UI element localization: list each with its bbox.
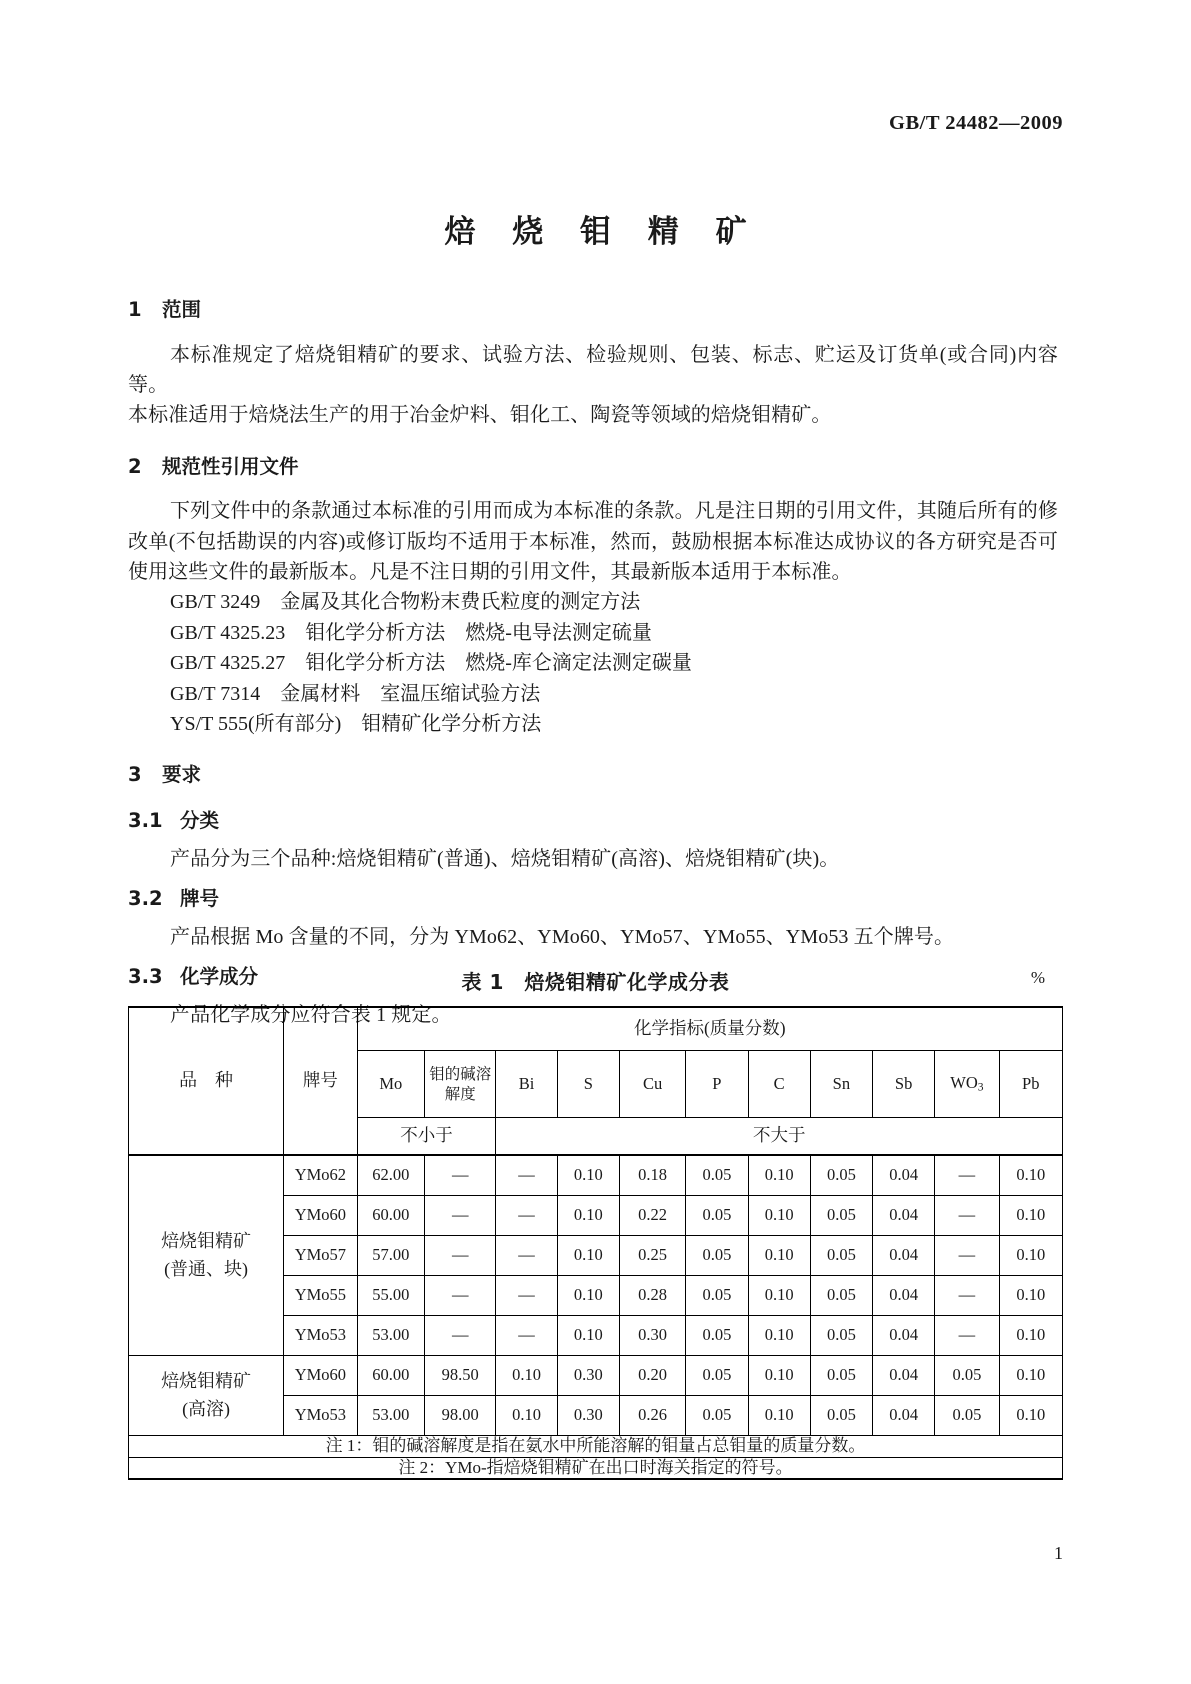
- value-cell: —: [424, 1196, 495, 1236]
- normative-reference-3: GB/T 4325.27 钼化学分析方法 燃烧-库仑滴定法测定碳量: [170, 652, 692, 675]
- value-cell: 0.10: [557, 1276, 619, 1316]
- value-cell: 0.05: [810, 1356, 872, 1396]
- value-cell: 0.20: [619, 1356, 685, 1396]
- grade-cell: YMo53: [284, 1396, 357, 1436]
- value-cell: 0.18: [619, 1155, 685, 1196]
- value-cell: 0.05: [935, 1356, 999, 1396]
- value-cell: 55.00: [357, 1276, 424, 1316]
- standard-code-header: GB/T 24482—2009: [889, 112, 1063, 134]
- clause-3-2-title: 牌号: [180, 886, 220, 910]
- value-cell: 0.26: [619, 1396, 685, 1436]
- value-cell: 0.10: [748, 1276, 810, 1316]
- normative-reference-4: GB/T 7314 金属材料 室温压缩试验方法: [170, 682, 541, 705]
- value-cell: —: [496, 1196, 557, 1236]
- value-cell: 62.00: [357, 1155, 424, 1196]
- value-cell: 0.05: [810, 1155, 872, 1196]
- value-cell: 53.00: [357, 1316, 424, 1356]
- value-cell: 0.04: [873, 1276, 935, 1316]
- value-cell: —: [935, 1236, 999, 1276]
- table-note-row: [129, 1457, 1063, 1479]
- normative-reference-2: GB/T 4325.23 钼化学分析方法 燃烧-电导法测定硫量: [170, 621, 652, 644]
- value-cell: —: [935, 1155, 999, 1196]
- value-cell: 0.04: [873, 1396, 935, 1436]
- grade-cell: YMo55: [284, 1276, 357, 1316]
- header-col-sb: Sb: [873, 1051, 935, 1118]
- value-cell: 0.22: [619, 1196, 685, 1236]
- value-cell: 0.04: [873, 1236, 935, 1276]
- table-1-head: [129, 1007, 1063, 1155]
- variety-cell-high-solubility: 焙烧钼精矿 (高溶): [129, 1356, 284, 1436]
- grade-cell: YMo57: [284, 1236, 357, 1276]
- header-col-bi: Bi: [496, 1051, 557, 1118]
- header-grade: 牌号: [284, 1007, 357, 1155]
- clause-2-paragraph-1: 下列文件中的条款通过本标准的引用而成为本标准的条款。凡是注日期的引用文件，其随后所有的修改单(不包括勘误的内容)或修订版均不适用于本标准，然而，鼓励根据本标准达成协议的各方研究是否可使用这些文件的最新版本。凡是不注日期的引用文件，其最新版本适用于本标准。: [128, 500, 1058, 583]
- value-cell: 0.04: [873, 1316, 935, 1356]
- clause-3-1-number: 3.1: [128, 808, 163, 832]
- value-cell: 0.05: [686, 1316, 748, 1356]
- clause-3-number: 3: [128, 763, 142, 787]
- value-cell: 0.10: [557, 1155, 619, 1196]
- header-col-mo: Mo: [357, 1051, 424, 1118]
- value-cell: 0.05: [810, 1196, 872, 1236]
- value-cell: —: [496, 1276, 557, 1316]
- value-cell: 0.05: [810, 1396, 872, 1436]
- value-cell: 0.30: [557, 1356, 619, 1396]
- value-cell: 0.30: [557, 1396, 619, 1436]
- value-cell: 60.00: [357, 1356, 424, 1396]
- value-cell: 0.10: [496, 1356, 557, 1396]
- value-cell: 60.00: [357, 1196, 424, 1236]
- value-cell: 0.04: [873, 1196, 935, 1236]
- value-cell: 0.25: [619, 1236, 685, 1276]
- clause-1-number: 1: [128, 298, 142, 321]
- header-variety: 品 种: [129, 1007, 284, 1155]
- page-title: 焙 烧 钼 精 矿: [444, 214, 760, 250]
- clause-1-paragraph-1: 本标准规定了焙烧钼精矿的要求、试验方法、检验规则、包装、标志、贮运及订货单(或合同)内容等。: [128, 343, 1058, 396]
- grade-cell: YMo62: [284, 1155, 357, 1196]
- clause-1-title: 范围: [162, 298, 202, 321]
- table-1-block: [128, 966, 1063, 1480]
- table-1-caption: 表 1 焙烧钼精矿化学成分表: [461, 970, 730, 994]
- value-cell: —: [496, 1316, 557, 1356]
- value-cell: —: [424, 1155, 495, 1196]
- value-cell: 0.10: [557, 1196, 619, 1236]
- table-note-1: 注 1：钼的碱溶解度是指在氨水中所能溶解的钼量占总钼量的质量分数。: [129, 1436, 1063, 1458]
- grade-cell: YMo60: [284, 1196, 357, 1236]
- value-cell: —: [424, 1276, 495, 1316]
- value-cell: 53.00: [357, 1396, 424, 1436]
- value-cell: 0.04: [873, 1155, 935, 1196]
- clause-3-2-paragraph-1: 产品根据 Mo 含量的不同，分为 YMo62、YMo60、YMo57、YMo55、YMo53 五个牌号。: [170, 926, 955, 949]
- value-cell: 0.10: [557, 1236, 619, 1276]
- header-col-cu: Cu: [619, 1051, 685, 1118]
- clause-3-2-number: 3.2: [128, 886, 163, 910]
- clause-2-number: 2: [128, 454, 142, 478]
- clause-3-1-title: 分类: [180, 808, 220, 832]
- value-cell: 0.04: [873, 1356, 935, 1396]
- clause-3-1-heading: [128, 808, 1058, 832]
- value-cell: 0.10: [748, 1196, 810, 1236]
- value-cell: 0.05: [686, 1155, 748, 1196]
- clause-3-3-title: 化学成分: [180, 964, 259, 988]
- value-cell: 0.05: [686, 1276, 748, 1316]
- value-cell: 0.10: [748, 1356, 810, 1396]
- value-cell: 0.10: [748, 1236, 810, 1276]
- value-cell: —: [424, 1316, 495, 1356]
- value-cell: —: [496, 1236, 557, 1276]
- grade-cell: YMo53: [284, 1316, 357, 1356]
- normative-reference-1: GB/T 3249 金属及其化合物粉末费氏粒度的测定方法: [170, 591, 641, 614]
- value-cell: 98.50: [424, 1356, 495, 1396]
- header-col-c: C: [748, 1051, 810, 1118]
- document-body: [128, 300, 1058, 1030]
- header-col-wo3: $WO_3$: [935, 1051, 999, 1118]
- value-cell: 0.05: [686, 1236, 748, 1276]
- value-cell: 0.05: [686, 1196, 748, 1236]
- page-number: 1: [1054, 1543, 1063, 1563]
- clause-3-3-paragraph-1: 产品化学成分应符合表 1 规定。: [170, 1004, 452, 1027]
- table-1-unit: %: [1030, 968, 1045, 987]
- value-cell: 0.05: [810, 1236, 872, 1276]
- clause-1-paragraph-2: 本标准适用于焙烧法生产的用于冶金炉料、钼化工、陶瓷等领域的焙烧钼精矿。: [128, 404, 832, 427]
- value-cell: —: [935, 1316, 999, 1356]
- value-cell: 0.10: [748, 1316, 810, 1356]
- header-col-sn: Sn: [810, 1051, 872, 1118]
- header-col-pb: Pb: [999, 1051, 1062, 1118]
- clause-3-1-paragraph-1: 产品分为三个品种:焙烧钼精矿(普通)、焙烧钼精矿(高溶)、焙烧钼精矿(块)。: [170, 848, 840, 871]
- value-cell: 0.28: [619, 1276, 685, 1316]
- clause-2-heading: [128, 454, 1058, 478]
- clause-3-3-number: 3.3: [128, 964, 163, 988]
- value-cell: 98.00: [424, 1396, 495, 1436]
- value-cell: 0.10: [748, 1396, 810, 1436]
- value-cell: 0.10: [557, 1316, 619, 1356]
- value-cell: 0.05: [810, 1276, 872, 1316]
- chemical-composition-table: [128, 1006, 1063, 1480]
- value-cell: 0.10: [496, 1396, 557, 1436]
- value-cell: —: [496, 1155, 557, 1196]
- value-cell: 0.10: [999, 1196, 1062, 1236]
- clause-2-title: 规范性引用文件: [162, 454, 299, 478]
- value-cell: —: [935, 1276, 999, 1316]
- variety-cell-ordinary: 焙烧钼精矿 (普通、块): [129, 1155, 284, 1356]
- grade-cell: YMo60: [284, 1356, 357, 1396]
- header-chemical-index: 化学指标(质量分数): [357, 1007, 1062, 1051]
- header-limit-max: 不大于: [496, 1118, 1063, 1156]
- value-cell: 0.05: [686, 1356, 748, 1396]
- table-note-2: 注 2：YMo-指焙烧钼精矿在出口时海关指定的符号。: [129, 1457, 1063, 1479]
- value-cell: 57.00: [357, 1236, 424, 1276]
- header-col-alkali-solubility: 钼的碱溶解度: [424, 1051, 495, 1118]
- value-cell: 0.05: [686, 1396, 748, 1436]
- table-1-body: [129, 1155, 1063, 1479]
- header-col-s: S: [557, 1051, 619, 1118]
- value-cell: —: [935, 1196, 999, 1236]
- normative-reference-5: YS/T 555(所有部分) 钼精矿化学分析方法: [170, 712, 542, 735]
- value-cell: 0.10: [999, 1155, 1062, 1196]
- clause-3-title: 要求: [162, 763, 202, 787]
- table-note-row: [129, 1436, 1063, 1458]
- value-cell: 0.05: [935, 1396, 999, 1436]
- table-row: [129, 1155, 1063, 1196]
- value-cell: 0.10: [999, 1396, 1062, 1436]
- value-cell: —: [424, 1236, 495, 1276]
- table-row: [129, 1356, 1063, 1396]
- table-header-row-group: [129, 1007, 1063, 1051]
- header-limit-min: 不小于: [357, 1118, 496, 1156]
- header-col-p: P: [686, 1051, 748, 1118]
- clause-3-2-heading: [128, 886, 1058, 910]
- value-cell: 0.10: [999, 1356, 1062, 1396]
- value-cell: 0.10: [999, 1316, 1062, 1356]
- value-cell: 0.10: [748, 1155, 810, 1196]
- value-cell: 0.10: [999, 1276, 1062, 1316]
- clause-3-heading: [128, 765, 1058, 785]
- value-cell: 0.10: [999, 1236, 1062, 1276]
- clause-1-heading: [128, 300, 1058, 320]
- value-cell: 0.05: [810, 1316, 872, 1356]
- value-cell: 0.30: [619, 1316, 685, 1356]
